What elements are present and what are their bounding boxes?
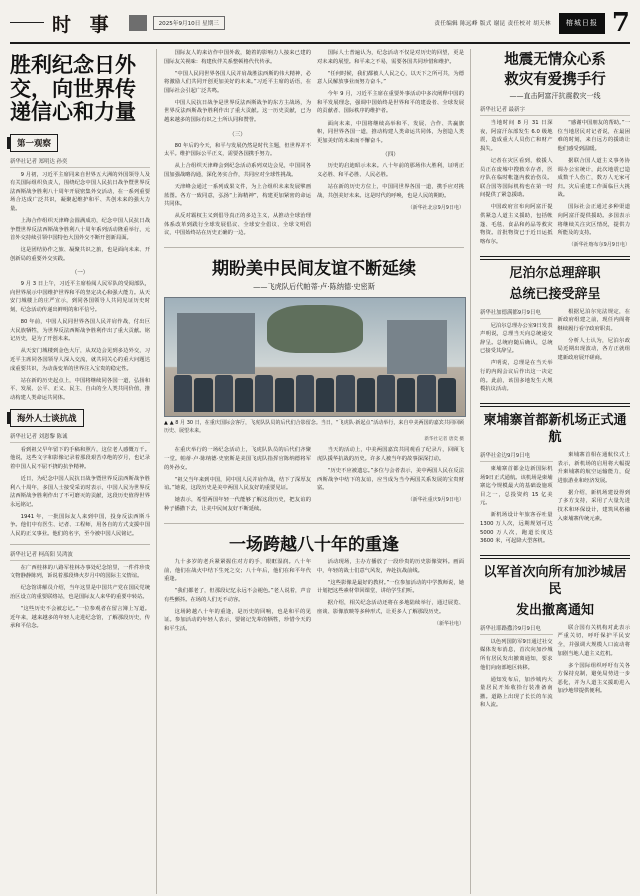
masthead-swatch [129,15,147,31]
editor-credits: 责任编辑 陈远峰 版式 谢昆 责任校对 胡天林 [434,21,551,27]
paragraph: 据介绍，相关纪念活动还将在多地陆续举行，通过展览、座谈、影像放映等多种形式，让更多人了解那段历史。 [317,600,464,615]
paragraph: “中国人民同世界各国人民并肩战胜法西斯的伟大精神，必将激励人们共同开创更加美好的未来。”习近平主席的话语，在国际社会引起广泛共鸣。 [164,70,311,94]
paragraph: “祖父当年来到中国，同中国人民并肩作战，结下了深厚友谊。”她说，这段历史是美中两国人民友好的重要见证。 [164,476,311,492]
mid-col-b [317,49,464,241]
gaza-col-b [558,624,631,714]
mid-col-a [164,49,311,241]
caption-text: ▲ 8 月 30 日，在重庆国际会客厅，飞虎队队员的后代们合影留念。当日，“飞虎队·新起点”活动举行，来自中美两国的嘉宾共同回顾历史、展望未来。 [164,420,464,434]
paragraph: 今年 9 月，习近平主席在重要外事活动中多次阐释中国的和平发展理念，强调中国始终是世界和平的建设者、全球发展的贡献者、国际秩序的维护者。 [317,91,464,115]
paragraph: “任何时候，我们都被人人民之心，以天下之所可共，为德意人民解放事业而努力奋斗。” [317,70,464,86]
photo-tree [267,305,363,352]
paragraph: 80 年后的今天，和平与发展仍然是时代主题，但世界并不太平。维护国际公平正义，需要各国携手努力。 [164,142,311,158]
dateline-end: （新华社喀布尔9月9日电） [568,242,630,249]
headline-nepal-line2: 总统已接受辞呈 [509,286,601,302]
dateline-end: （新华社电） [433,620,464,627]
headline-reunion: 一场跨越八十年的重逢 [229,534,399,555]
page-body [10,49,630,894]
photo-people-row [174,372,456,412]
airport-col-b [558,451,631,549]
right-column [478,49,630,894]
paragraph: 国际人士普遍认为，纪念活动不仅是对历史的回望，更是对未来的展望。和平来之不易，需要各国共同珍惜和维护。 [317,50,464,65]
headline-earthquake-line2: 救灾有爱携手行 [504,71,606,89]
gaza-body [480,624,630,714]
paragraph: 国际友人的来访作中国外敌，随着的影响力人接来已建的国际友关视味：构建伙伴关系整顿格代代传承。 [164,50,311,65]
gaza-col-a [480,624,553,714]
headline-friendship: 期盼美中民间友谊不断延续 [212,259,416,280]
photo-building-left [177,313,255,374]
paragraph: 中国人民抗日战争是世界反法西斯战争的东方主战场，为世界反法西斯战争胜利作出了重大贡献。这一历史贡献，已为越来越多的国际有识之士所认同和赞誉。 [164,99,311,124]
lead-headline: 胜利纪念日外交，向世界传递信心和力量 [10,52,136,125]
paragraph: 从上合组织天津峰会到纪念活动系列双边会见，中国同各国加强战略沟通，深化务实合作，共同应对全球性挑战。 [164,163,311,178]
paragraph: 上海合作组织天津峰会圆满成功，纪念中国人民抗日战争暨世界反法西斯战争胜利八十周年系列活动隆重举行，元首外交持续引领中国特色大国外交不断开创新局面。 [10,217,150,242]
masthead-rule-left [10,22,44,24]
section-tag-first-view: 第一观察 [10,134,58,152]
paragraph: 根据尼泊尔宪法规定，在新政府组建之前，现任内阁将继续履行看守政府职责。 [557,308,630,332]
dateline-end: （新华社重庆9月9日电） [407,497,464,504]
dateline-end: （新华社北京9月9日电） [407,204,464,211]
paragraph: 从天安门城楼到金色大厅，从双边会见到多边外交，习近平主席同各国领导人深入交流，就共同关心的重大问题达成重要共识，为动荡变革的世界注入宝贵的稳定性。 [10,348,150,372]
paragraph: 以色列国防军9日通过社交媒体发布消息，首次向加沙城所有居民发出撤离通知，要求他们向南部地区转移。 [480,638,553,671]
nepal-body [480,308,630,398]
paragraph: 活动现场，主办方播放了一段珍贵的历史影像资料。画面中，年轻的战士们意气风发，奔赴抗战前线。 [317,558,464,574]
photo-caption [164,420,464,435]
byline-airport: 新华社金边9月9日电 [480,451,553,462]
paragraph: “感谢中国朋友的帮助。”一位当地居民对记者说，在最困难的时刻，来自远方的援助让他们感受到温暖。 [557,120,630,152]
paragraph: “这些历史不会被忘记。”一位参观者在留言簿上写道。近年来，越来越多的年轻人走进纪念馆，了解那段历史，传承和平信念。 [10,605,150,630]
paragraph: 站在新的历史起点上，中国将继续同各国一道，弘扬和平、发展、公平、正义、民主、自由的全人类共同价值，推动构建人类命运共同体。 [10,377,150,401]
masthead [10,8,630,44]
paragraph: 她表示，希望两国年轻一代能够了解这段历史，把友谊的种子播撒下去，让美中民间友好不断延续。 [164,497,311,512]
paragraph: 面向未来，中国将继续高举和平、发展、合作、共赢旗帜，同世界各国一道，推动构建人类命运共同体，为创造人类更加美好的未来而不懈奋斗。 [317,120,464,144]
nepal-col-b [558,308,631,398]
photo-credit: 新华社记者 唐奕 摄 [424,437,464,443]
section-tag-overseas: 海外人士谈抗战 [10,409,84,427]
subsection-marker: （一） [71,270,89,277]
paragraph: 当天的活动上，中美两国嘉宾共同观看了纪录片，回顾飞虎队援华抗战的历史。许多人被当年的故事深深打动。 [317,447,464,462]
paragraph: 据介绍，新机场建设得到了多方支持，采用了大量先进技术和环保设计，建筑风格融入柬埔寨传统元素。 [557,489,630,522]
earthquake-col-a [480,119,553,250]
paragraph: 通知发布后，加沙城内大量居民开始收拾行装准备南撤。道路上出现了长长的车流和人流。 [480,676,553,709]
issue-date: 2025年9月10日 星期三 [153,16,225,30]
paragraph: 尼泊尔总理办公室9日发表声明说，总理当天向总统递交辞呈。总统府随后确认，总统已接受其辞呈。 [480,322,553,355]
paragraph: 9 月 3 日上午，习近平主席检阅人民军队的受阅部队，向世界展示中国维护世界和平的坚定决心和强大能力。从天安门城楼上的庄严宣示，到同各国领导人共同见证历史时刻，纪念活动传递出鲜明的和平信号。 [10,281,150,314]
paragraph: 柬埔寨首都金边新国际机场9日正式通航。该机场是柬埔寨迄今规模最大的基础设施项目之一，总投资约 15 亿美元。 [480,466,553,507]
paragraph: 1941 年，一批国际友人来到中国，投身反法西斯斗争。他们中有医生、记者、工程师，用各自的方式支援中国人民的正义事业。他们的名字，至今被中国人民铭记。 [10,513,150,538]
friendship-col-a [164,446,311,517]
paragraph: 9 月初，习近平主席同来自世界五大洲的外国领导人及有关国际组织负责人，围绕纪念中国人民抗日战争暨世界反法西斯战争胜利八十周年开展密集外交活动，在一系列重要场合达成广泛共识，凝聚起维护和平、共创未来的强大力量。 [10,171,150,212]
friendship-col-b [317,446,464,517]
byline-third: 新华社记者 柯高阳 吴鸿波 [10,550,150,561]
byline-lead: 新华社记者 郑明达 孙奕 [10,157,150,168]
airport-body [480,451,630,549]
paragraph: 柬埔寨首相在通航仪式上表示，新机场的启用将大幅提升柬埔寨的航空运输能力，促进旅游业和经济发展。 [557,452,630,484]
paragraph: 纪念馆讲解员介绍，当年这里是中国共产党在国民党统治区设立的重要联络站，也是国际友人来华的重要中转站。 [10,585,150,600]
mid-top-text-block [164,49,464,241]
paragraph: 九十多岁的老兵紧紧握住对方的手，眼眶湿润。八十年前，他们在战火中结下生死之交；八十年后，他们在和平年代重逢。 [164,558,311,583]
reunion-body [164,558,464,637]
paragraph: 天津峰会通过一系列成果文件，为上合组织未来发展擘画蓝图。各方一致同意，弘扬“上海精神”，构建更加紧密的命运共同体。 [164,183,311,208]
paragraph: 新机场设计年旅客吞吐量 1300 万人次，远期规划可达 5000 万人次，跑道长度达 3600 米，可起降大型客机。 [480,512,553,545]
paragraph: 这场跨越八十年的重逢，是历史的回响，也是和平的见证。参加活动的年轻人表示，要铭记先辈的牺牲，珍惜今天的和平生活。 [164,608,311,632]
paragraph: 当地时间 8 月 31 日深夜，阿富汗东部发生 6.0 级地震，造成重大人员伤亡和财产损失。 [480,120,553,152]
airport-col-a [480,451,553,549]
paragraph: 据联合国人道主义事务协调办公室统计，此次地震已造成数千人伤亡，数万人无家可归。灾后重建工作面临巨大挑战。 [557,158,630,199]
paragraph: “我们都老了，但那段记忆永远不会褪色。”老人说着，声音有些颤抖。在场的人们无不动容。 [164,588,311,603]
section-title: 时 事 [52,13,115,36]
paragraph: 这是团结协作之旅、凝聚共识之旅，也是面向未来、开创新局的重要外交实践。 [10,247,150,262]
middle-column [164,49,471,894]
earthquake-col-b [558,119,631,250]
headline-earthquake-line1: 地震无情众心系 [504,51,606,68]
paragraph: 站在新的历史方位上，中国同世界各国一道，携手应对挑战，共创美好未来。这是时代的呼唤，也是人民的期盼。 [317,183,464,199]
divider [10,544,150,545]
headline-gaza-line1: 以军首次向所有加沙城居民 [483,565,627,598]
byline-gaza: 新华社耶路撒冷9月9日电 [480,624,553,635]
nepal-col-a [480,308,553,398]
photo-flying-tigers [164,297,466,417]
page-number: 7 [611,8,630,38]
subsection-marker: （三） [229,131,246,138]
paragraph: 分析人士认为，尼泊尔政局近期出现波动，各方正就组建新政府展开磋商。 [557,337,630,362]
reunion-col-b [317,558,464,637]
earthquake-body [480,119,630,250]
byline-earthquake: 新华社记者 最新字 [480,105,630,116]
photo-building-right [387,320,447,374]
subheadline-friendship: ——飞虎队后代帕蒂·卢·陈纳德·史密斯 [253,282,375,292]
byline-overseas: 新华社记者 刘恩黎 陈诚 [10,432,150,443]
paragraph: “历史不应被遗忘。”多位与会者表示，美中两国人民在反法西斯战争中结下的友谊，应当成为当今两国关系发展的宝贵财富。 [317,468,464,492]
paragraph: 看到祖父早年留下的手稿和照片，这位老人感慨万千。他说，这些文字和影像记录着那段艰苦卓绝的岁月，也记录着中国人民不屈不挠的抗争精神。 [10,446,150,470]
friendship-body [164,446,464,517]
byline-nepal: 新华社加德满都9月9日电 [480,308,553,319]
paragraph: 从反对霸权主义到倡导真正的多边主义，从推动全球治理体系改革到践行全球发展倡议、全球安全倡议、全球文明倡议，中国始终站在历史正确的一边。 [164,213,311,237]
paragraph: 声明说，总理是在当天举行的内阁会议后作出这一决定的。此前，该国多地发生大规模抗议活动。 [480,360,553,393]
subsection-marker: （四） [382,152,399,159]
divider [480,555,630,559]
headline-gaza-line2: 发出撤离通知 [515,603,594,619]
headline-airport: 柬埔寨首都新机场正式通航 [483,413,627,446]
divider [164,247,464,248]
subheadline-earthquake: ——直击阿富汗抗震救灾一线 [509,92,601,101]
paragraph: 国际社会正通过多种渠道向阿富汗提供援助。多国表示将继续关注灾区情况，提供力所能及的支持。 [557,204,630,237]
paragraph: 在广西桂林的八路军桂林办事处纪念馆里，一件件珍贵文物静静陈列，诉说着那段烽火岁月中的国际主义情谊。 [10,564,150,580]
paragraph: 多个国际组织呼吁有关各方保持克制，避免局势进一步恶化，并为人道主义援助进入加沙地带提供便利。 [557,662,630,695]
paragraph: 在重庆举行的一场纪念活动上，飞虎队队员的后代们齐聚一堂。帕蒂·卢·陈纳德·史密斯是美国飞虎队指挥官陈纳德将军的外孙女。 [164,447,311,471]
paragraph: 记者在灾区看到，救援人员正在废墟中搜救幸存者，医疗队在临时帐篷内救治伤员。联合国等国际机构也在第一时间提供了紧急援助。 [480,158,553,199]
paragraph: 联合国有关机构对此表示严重关切，呼吁保护平民安全，并强调大规模人口流动将加剧当地人道主义危机。 [557,624,630,657]
divider [164,523,464,524]
left-column [10,49,157,894]
paragraph: 80 年前，中国人民同世界各国人民并肩作战，付出巨大民族牺牲，为世界反法西斯战争胜利作出了重大贡献。铭记历史，是为了开创未来。 [10,319,150,343]
newspaper-logo: 榕城日报 [559,13,605,34]
paragraph: 近日，为纪念中国人民抗日战争暨世界反法西斯战争胜利八十周年，多国人士接受采访时表示，中国人民为世界反法西斯战争胜利作出了不可磨灭的贡献，这段历史值得世界永远铭记。 [10,476,150,508]
headline-nepal-line1: 尼泊尔总理辞职 [509,265,601,281]
divider [480,403,630,407]
paragraph: “这些影像是最好的教材。”一位参加活动的中学教师说，她计划把这些素材带回课堂，讲给学生们听。 [317,579,464,595]
divider [480,256,630,260]
paragraph: 中国政府宣布向阿富汗提供紧急人道主义援助，包括帐篷、毛毯、食品和药品等救灾物资。首批物资已于近日运抵喀布尔。 [480,204,553,245]
caption-marker: ▲ [164,420,170,427]
paragraph: 历史的启迪昭示未来。八十年前的那场伟大胜利，证明正义必胜、和平必胜、人民必胜。 [317,163,464,178]
reunion-col-a [164,558,311,637]
